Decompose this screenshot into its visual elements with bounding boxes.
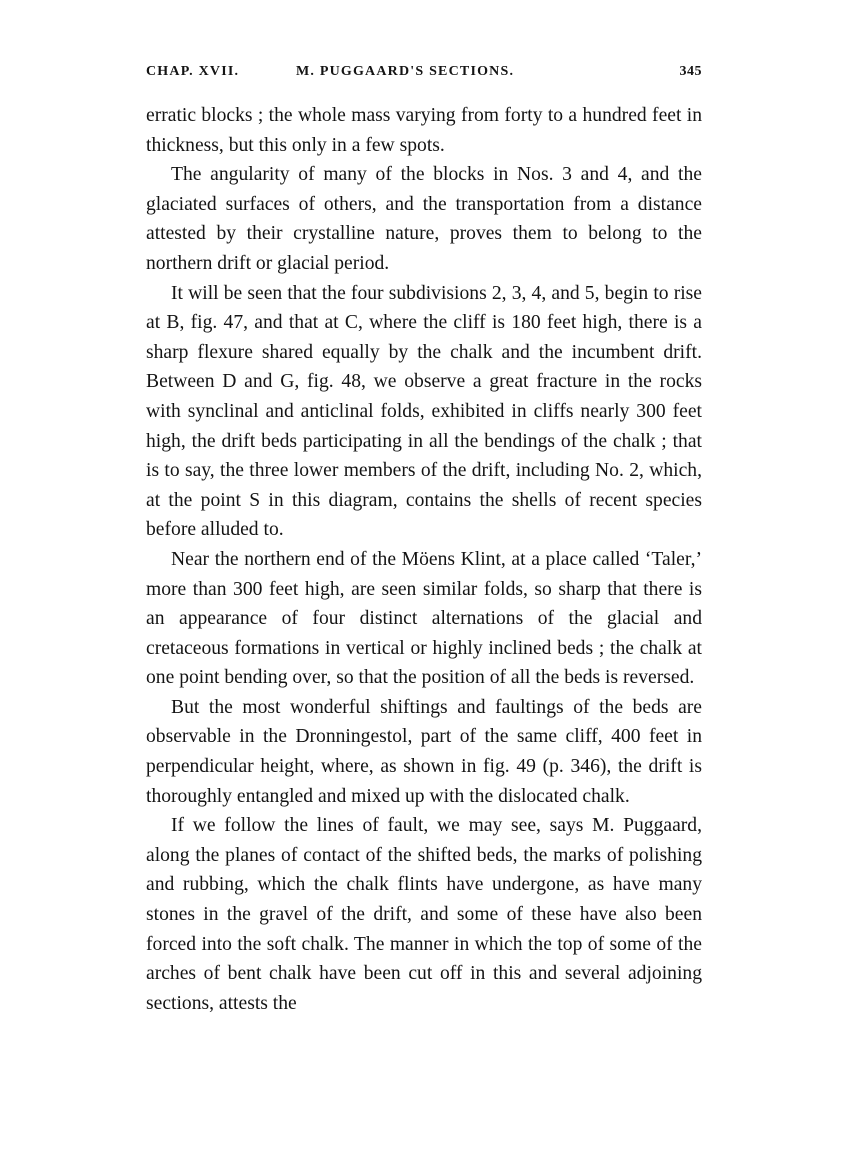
page-number: 345 [679,64,702,79]
paragraph: But the most wonderful shiftings and faultings of the beds are observable in the Dronningestol, part of the same cliff, 400 feet in perpendicular height, where, as shown in fig. 49 (p. 346), the drift is thoroughly entangled and mixed up with the dislocated chalk. [146,696,702,807]
running-title: M. PUGGAARD'S SECTIONS. [296,64,515,79]
paragraph-continued: erratic blocks ; the whole mass varying from forty to a hundred feet in thickness, but this only in a few spots. [146,105,702,156]
paragraph: It will be seen that the four subdivisions 2, 3, 4, and 5, begin to rise at B, fig. 47, and that at C, where the cliff is 180 feet high, there is a sharp flexure shared equally by the chalk and the incumbent drift. Between D and G, fig. 48, we observe a great fracture in the rocks with synclinal and anticlinal folds, exhibited in cliffs nearly 300 feet high, the drift beds participating in all the bendings of the chalk ; that is to say, the three lower members of the drift, including No. 2, which, at the point S in this diagram, contains the shells of recent species before alluded to. [146,282,702,541]
paragraph: If we follow the lines of fault, we may see, says M. Puggaard, along the planes of contact of the shifted beds, the marks of polishing and rubbing, which the chalk flints have undergone, as have many stones in the gravel of the drift, and some of these have also been forced into the soft chalk. The manner in which the top of some of the arches of bent chalk have been cut off in this and several adjoining sections, attests the [146,815,702,1014]
chapter-label: CHAP. XVII. [146,64,240,79]
paragraph: Near the northern end of the Möens Klint, at a place called ‘Taler,’ more than 300 feet high, are seen similar folds, so sharp that there is an appearance of four distinct alternations of the glacial and cretaceous formations in vertical or highly inclined beds ; the chalk at one point bending over, so that the position of all the beds is reversed. [146,548,702,689]
body-text [146,101,702,1018]
paragraph: The angularity of many of the blocks in Nos. 3 and 4, and the glaciated surfaces of others, and the transportation from a distance attested by their crystalline nature, proves them to belong to the northern drift or glacial period. [146,164,702,274]
running-head [146,64,702,86]
